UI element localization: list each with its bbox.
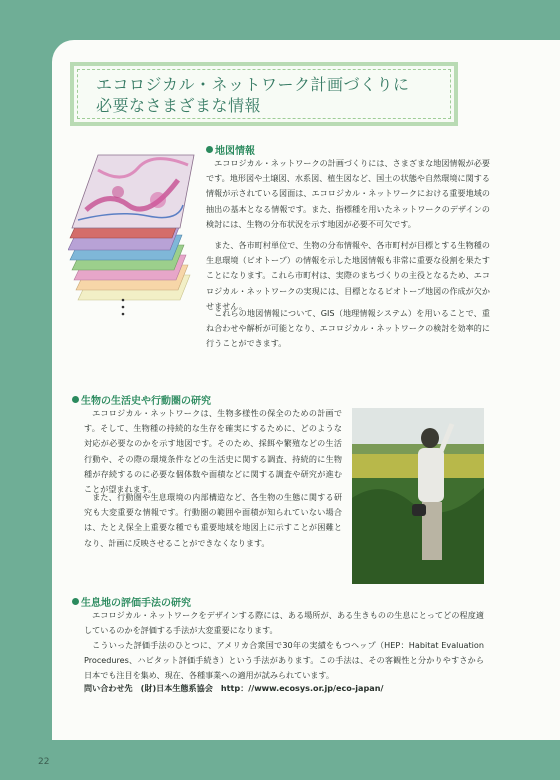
section-habitat-evaluation-paragraph-1: エコロジカル・ネットワークをデザインする際には、ある場所が、ある生きものの生息にとってどの程度適しているのかを評価する手法が大変重要になります。 (84, 610, 484, 636)
page-title-line2: 必要なさまざまな情報 (96, 96, 262, 115)
section-life-history-paragraph-1: エコロジカル・ネットワークは、生物多様性の保全のための計画です。そして、生物種の持続的な生存を確実にするために、どのような対応が必要なのかを示す地図です。そのため、採餌や繁殖などの生活行動や、その際の環境条件などの生活史に関する調査、持続的に生物種が存続するのに必要な個体数や面積などに関する調査や研究が進むことが望まれます。 (84, 408, 342, 495)
page-title-line1: エコロジカル・ネットワーク計画づくりに (96, 75, 410, 94)
ellipsis-dots (122, 299, 125, 316)
section-habitat-evaluation-paragraph-2: こういった評価手法のひとつに、アメリカ合衆国で30年の実績をもつヘップ（HEP：Habitat Evaluation Procedures、ハビタット評価手続き）という手法があります。この手法は、その客観性と分かりやすさから日本でも注目を集め、現在、各種事業への適用が試みられています。 (84, 640, 484, 681)
bullet-icon (72, 598, 79, 605)
title-box (70, 62, 458, 126)
bullet-icon (72, 396, 79, 403)
section-heading-life-history: 生物の生活史や行動圏の研究 (72, 392, 211, 407)
page-number: 22 (38, 757, 50, 767)
section-map-info-paragraph-3: これらの地図情報について、GIS（地理情報システム）を用いることで、重ね合わせや解析が可能となり、エコロジカル・ネットワークの検討を効率的に行うことができます。 (206, 308, 490, 349)
section-life-history-paragraph-2: また、行動圏や生息環境の内部構造など、各生物の生態に関する研究も大変重要な情報です。行動圏の範囲や面積が知られていない場合は、たとえ保全上重要な種でも重要地域を地図上に示すことが困難となり、計画に反映させることができなくなります。 (84, 492, 342, 548)
bullet-icon (206, 146, 213, 153)
section-heading-habitat-evaluation: 生息地の評価手法の研究 (72, 594, 191, 609)
section-heading-map-info: 地図情報 (206, 142, 255, 157)
contact-info: 問い合わせ先 (財)日本生態系協会 http：//www.ecosys.or.jp/eco-japan/ (84, 683, 384, 693)
gis-map-layers-illustration (68, 150, 198, 320)
map-layer-stack (68, 155, 194, 300)
section-map-info-paragraph-2: また、各市町村単位で、生物の分布情報や、各市町村が目標とする生物種の生息環境（ビオトープ）の情報を示した地図情報も非常に重要な役割を果たすことになります。これら市町村は、実際のまちづくりの主役となるため、エコロジカル・ネットワークの実現には、目標となるビオトープ地図の作成が欠かせません。 (206, 240, 490, 311)
field-survey-photo (352, 408, 484, 584)
section-map-info-paragraph-1: エコロジカル・ネットワークの計画づくりには、さまざまな地図情報が必要です。地形図や土壌図、水系図、植生図など、国土の状態や自然環境に関する情報が示されている図面は、エコロジカル・ネットワークにおける重要地域の抽出の基本となる情報です。また、指標種を用いたネットワークのデザインの検討には、生物の分布状況を示す地図が必要不可欠です。 (206, 158, 490, 229)
